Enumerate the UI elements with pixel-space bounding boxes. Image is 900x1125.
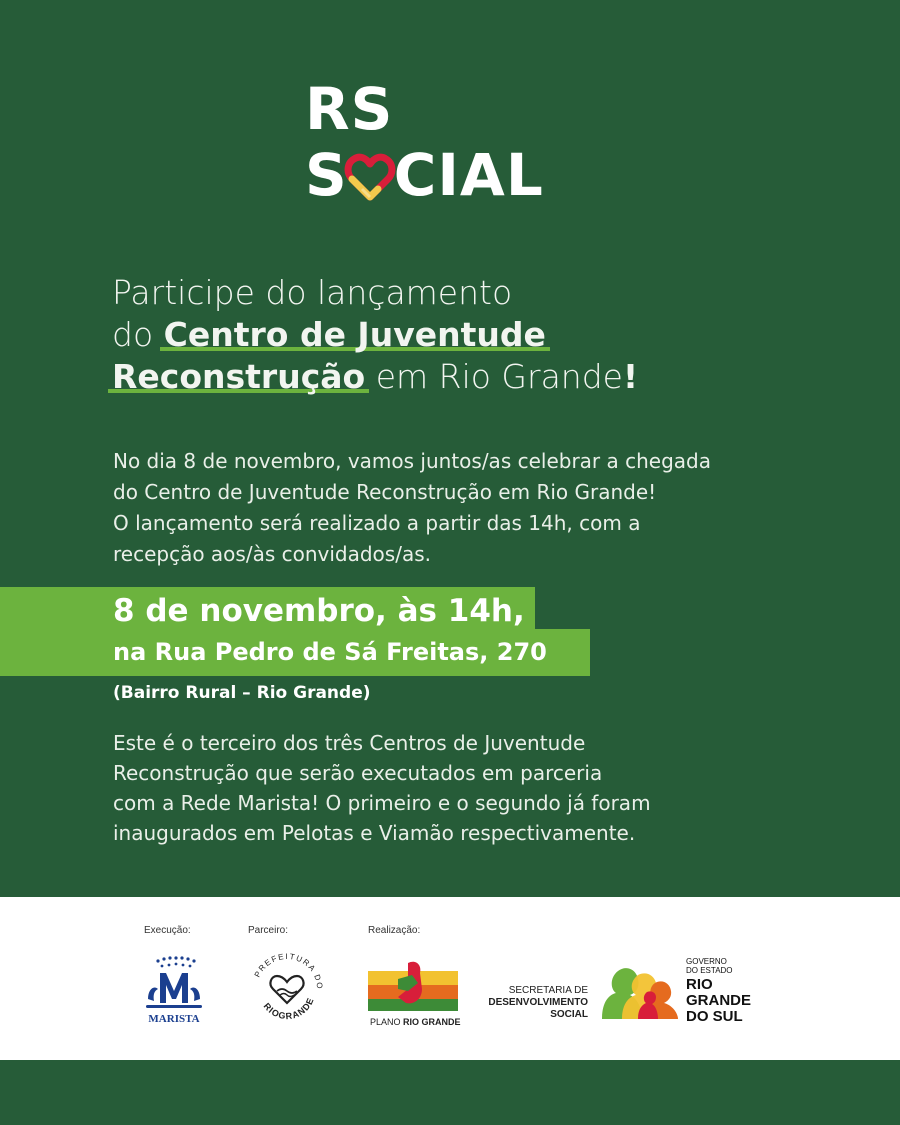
- headline-part2: do: [112, 315, 164, 354]
- outro-line: Reconstrução que serão executados em parceria: [113, 761, 603, 785]
- svg-text:PREFEITURA DO: PREFEITURA DO: [252, 951, 325, 991]
- realizacao-label: Realização:: [368, 925, 421, 936]
- prefeitura-rio-grande-logo: [245, 947, 329, 1031]
- marista-emblem-icon: [140, 955, 208, 1013]
- event-district: (Bairro Rural – Rio Grande): [113, 683, 371, 703]
- plano-name: RIO GRANDE: [403, 1017, 461, 1027]
- intro-line: No dia 8 de novembro, vamos juntos/as celebrar a chegada: [113, 449, 711, 473]
- gov-line1: GOVERNO: [686, 957, 727, 966]
- outro-line: com a Rede Marista! O primeiro e o segundo já foram: [113, 791, 651, 815]
- plano-rio-grande-logo: [368, 959, 461, 1031]
- logo-social-text: [305, 142, 595, 208]
- intro-line: recepção aos/às convidados/as.: [113, 542, 431, 566]
- bottom-band: [0, 1060, 900, 1125]
- parceiro-label: Parceiro:: [248, 925, 289, 936]
- rs-social-logo: [305, 75, 595, 209]
- secretaria-line1: SECRETARIA DE: [508, 985, 588, 996]
- secretaria-line3: SOCIAL: [550, 1009, 588, 1020]
- heart-icon: [344, 151, 396, 203]
- plano-text: [370, 1017, 461, 1027]
- outro-line: Este é o terceiro dos três Centros de Juventude: [113, 731, 586, 755]
- event-address: na Rua Pedro de Sá Freitas, 270: [113, 638, 547, 666]
- intro-paragraph: [113, 446, 833, 570]
- intro-line: O lançamento será realizado a partir das 14h, com a: [113, 511, 641, 535]
- outro-paragraph: [113, 728, 833, 848]
- headline-part1: Participe do lançamento: [112, 273, 513, 312]
- plano-handshake-icon: [368, 959, 458, 1015]
- secretaria-line2: DESENVOLVIMENTO: [488, 997, 588, 1008]
- intro-line: do Centro de Juventude Reconstrução em Rio Grande!: [113, 480, 657, 504]
- headline-highlight-centro: Centro de Juventude: [163, 315, 546, 354]
- secretaria-logo-text: [470, 985, 588, 1021]
- gov-line5: DO SUL: [686, 1008, 743, 1025]
- logo-rs-text: RS: [305, 75, 394, 143]
- headline-exclaim: !: [622, 357, 639, 396]
- plano-prefix: PLANO: [370, 1017, 401, 1027]
- headline-highlight-reconstrucao: Reconstrução: [112, 357, 366, 396]
- headline: [112, 272, 792, 398]
- headline-part3: em Rio Grande: [365, 357, 623, 396]
- marista-logo: [140, 955, 208, 1027]
- svg-text:RIOGRANDE: RIOGRANDE: [261, 995, 316, 1022]
- execucao-label: Execução:: [144, 925, 191, 936]
- gov-line2: DO ESTADO: [686, 966, 733, 975]
- gov-line3: RIO: [686, 976, 713, 993]
- governo-rs-text: [686, 957, 751, 1025]
- partners-footer: [0, 897, 900, 1060]
- logo-social-prefix: S: [305, 141, 348, 209]
- governo-rs-figures-icon: [598, 959, 682, 1021]
- outro-line: inaugurados em Pelotas e Viamão respectivamente.: [113, 821, 636, 845]
- marista-text: MARISTA: [148, 1013, 200, 1025]
- gov-line4: GRANDE: [686, 992, 752, 1009]
- logo-social-suffix: CIAL: [393, 141, 544, 209]
- event-date: 8 de novembro, às 14h,: [113, 593, 525, 629]
